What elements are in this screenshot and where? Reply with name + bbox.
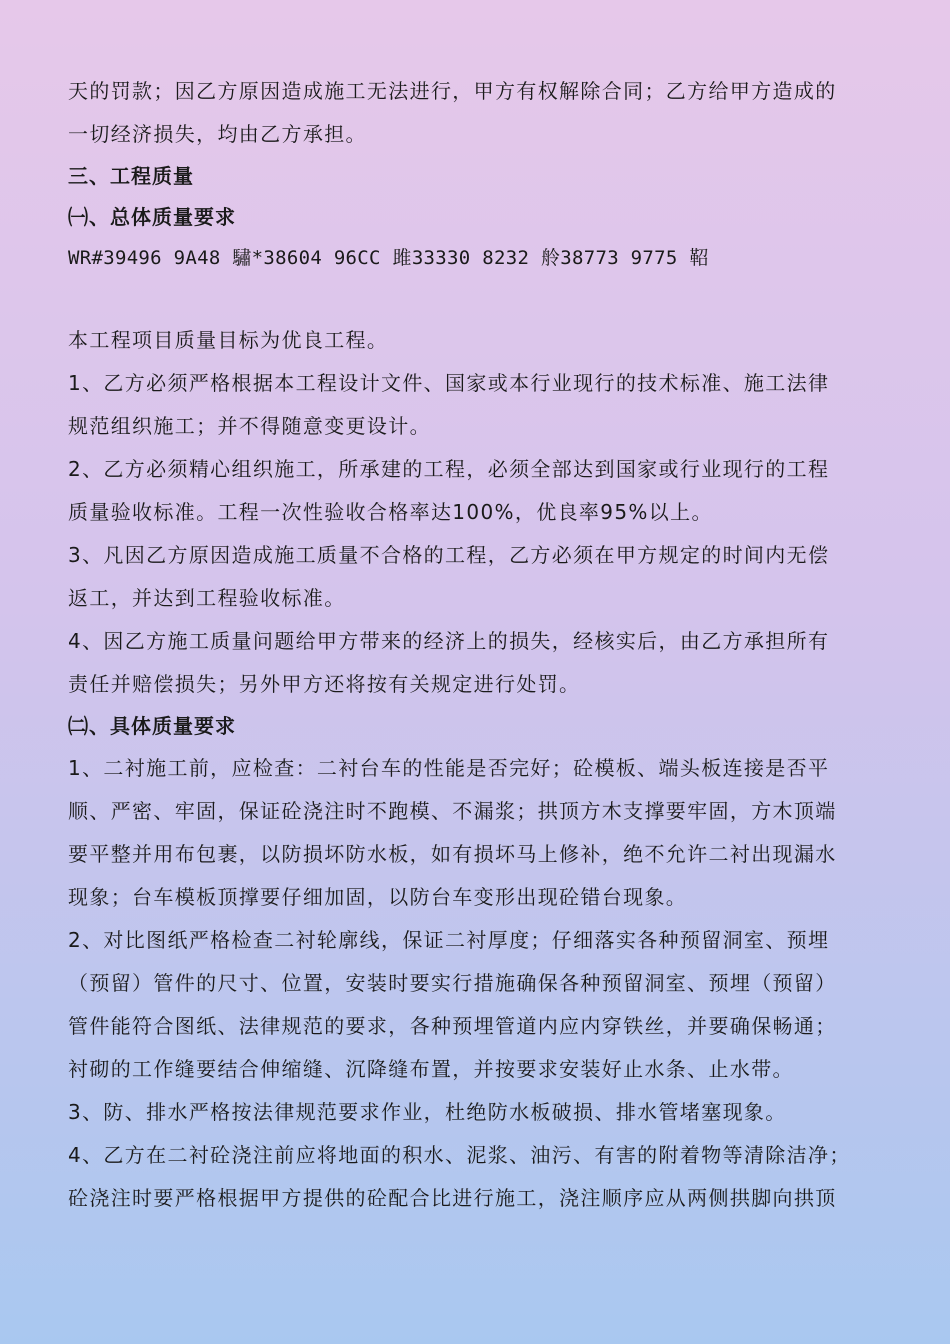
subsection-heading: ㈡、具体质量要求 (68, 714, 236, 738)
paragraph-line: 顺、严密、牢固，保证砼浇注时不跑模、不漏浆；拱顶方木支撑要牢固，方木顶端 (68, 799, 837, 823)
paragraph-line: 返工，并达到工程验收标准。 (68, 586, 346, 610)
paragraph-line: 3、防、排水严格按法律规范要求作业，杜绝防水板破损、排水管堵塞现象。 (68, 1100, 787, 1124)
blank-line (68, 279, 878, 319)
paragraph-line: （预留）管件的尺寸、位置，安装时要实行措施确保各种预留洞室、预埋（预留） (68, 971, 837, 995)
paragraph-line: 要平整并用布包裹，以防损坏防水板，如有损坏马上修补，绝不允许二衬出现漏水 (68, 842, 837, 866)
paragraph-line: 衬砌的工作缝要结合伸缩缝、沉降缝布置，并按要求安装好止水条、止水带。 (68, 1057, 794, 1081)
paragraph-line: 一切经济损失，均由乙方承担。 (68, 122, 367, 146)
paragraph-line: 天的罚款；因乙方原因造成施工无法进行，甲方有权解除合同；乙方给甲方造成的 (68, 79, 837, 103)
section-heading: 三、工程质量 (68, 164, 194, 188)
paragraph-line: 质量验收标准。工程一次性验收合格率达100%，优良率95%以上。 (68, 500, 713, 524)
paragraph-line: 管件能符合图纸、法律规范的要求，各种预埋管道内应内穿铁丝，并要确保畅通； (68, 1014, 837, 1038)
paragraph-line: 2、乙方必须精心组织施工，所承建的工程，必须全部达到国家或行业现行的工程 (68, 457, 830, 481)
paragraph-line: 现象；台车模板顶撑要仔细加固，以防台车变形出现砼错台现象。 (68, 885, 688, 909)
code-line: WR#39496 9A48 驌*38604 96CC 雎33330 8232 舲38773 9775 鞀 (68, 247, 709, 269)
paragraph-line: 2、对比图纸严格检查二衬轮廓线，保证二衬厚度；仔细落实各种预留洞室、预埋 (68, 928, 830, 952)
subsection-heading: ㈠、总体质量要求 (68, 205, 236, 229)
paragraph-line: 4、因乙方施工质量问题给甲方带来的经济上的损失，经核实后，由乙方承担所有 (68, 629, 830, 653)
paragraph-line: 1、乙方必须严格根据本工程设计文件、国家或本行业现行的技术标准、施工法律 (68, 371, 830, 395)
paragraph-line: 规范组织施工；并不得随意变更设计。 (68, 414, 431, 438)
paragraph-line: 3、凡因乙方原因造成施工质量不合格的工程，乙方必须在甲方规定的时间内无偿 (68, 543, 830, 567)
paragraph-line: 4、乙方在二衬砼浇注前应将地面的积水、泥浆、油污、有害的附着物等清除洁净； (68, 1143, 851, 1167)
paragraph-line: 本工程项目质量目标为优良工程。 (68, 328, 389, 352)
paragraph-line: 责任并赔偿损失；另外甲方还将按有关规定进行处罚。 (68, 672, 581, 696)
paragraph-line: 1、二衬施工前，应检查：二衬台车的性能是否完好；砼模板、端头板连接是否平 (68, 756, 830, 780)
paragraph-line: 砼浇注时要严格根据甲方提供的砼配合比进行施工，浇注顺序应从两侧拱脚向拱顶 (68, 1186, 837, 1210)
